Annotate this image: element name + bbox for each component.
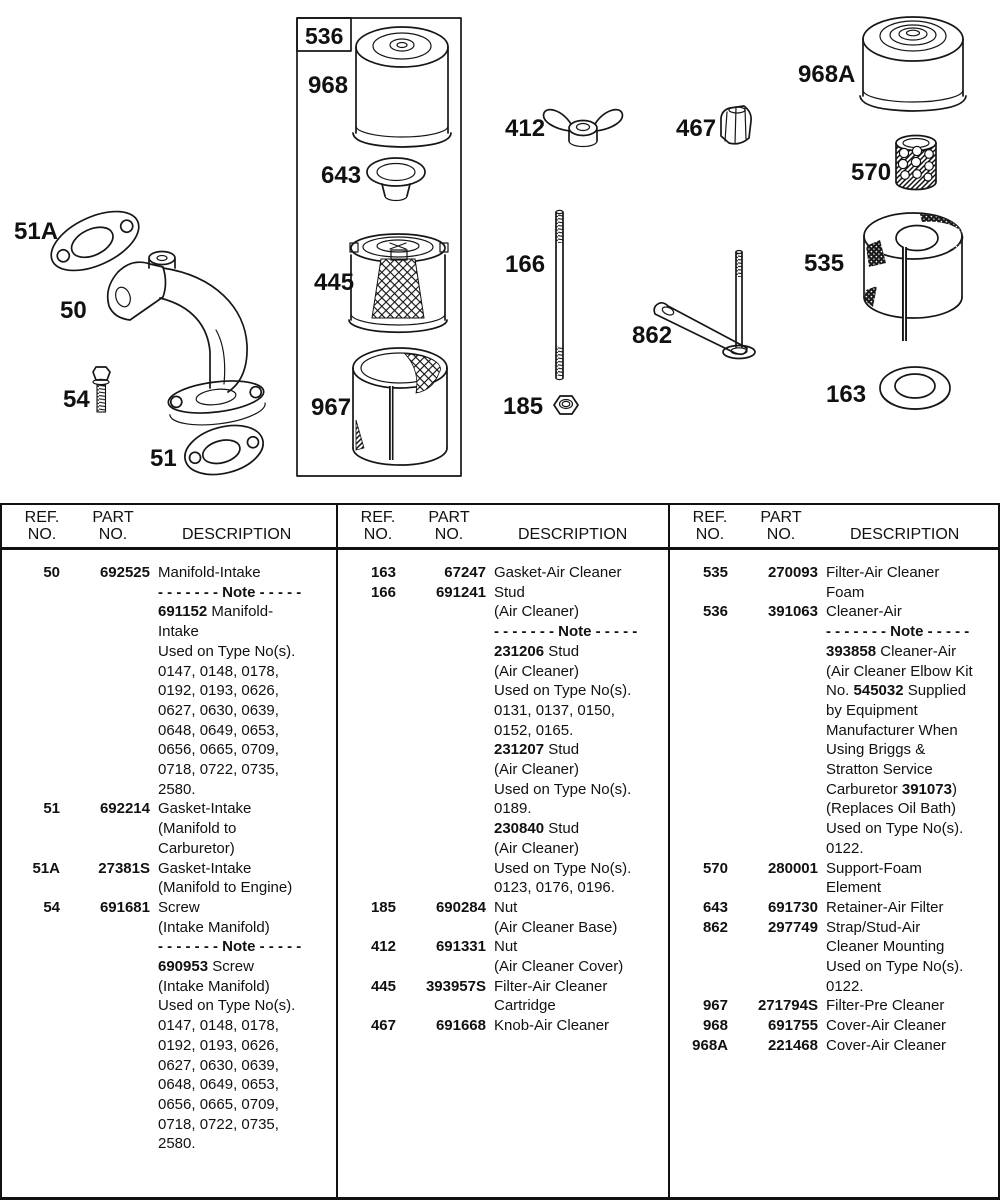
label-185: 185	[503, 393, 544, 420]
description-line: - - - - - - - Note - - - - -	[826, 623, 970, 641]
description-line: 393858 Cleaner-Air	[826, 642, 957, 660]
description	[826, 898, 996, 918]
parts-row-535	[670, 563, 996, 602]
description-line: 0189.	[494, 800, 532, 818]
description-line: (Air Cleaner Elbow Kit	[826, 662, 973, 680]
part-no: 690284	[435, 898, 486, 916]
description	[158, 859, 334, 898]
description-line: (Air Cleaner Base)	[494, 918, 618, 936]
description-line: Screw	[158, 898, 200, 916]
part-no: 692214	[99, 800, 150, 818]
description-line: Nut	[494, 898, 518, 916]
description-line: 0147, 0148, 0178,	[158, 662, 279, 680]
description	[494, 977, 666, 1016]
label-445: 445	[314, 269, 355, 296]
ref-no: 445	[370, 977, 396, 995]
table-rows	[670, 550, 998, 1056]
foam-filter-535-illustration	[864, 213, 963, 341]
description-line: Cleaner Mounting	[826, 938, 945, 956]
description-line: Cartridge	[494, 997, 556, 1015]
parts-table-column-2	[336, 505, 668, 1197]
description-line: 691152 Manifold-	[158, 603, 274, 621]
description-line: Foam	[826, 583, 865, 601]
description-line: Support-Foam	[826, 859, 922, 877]
ref-no: 50	[43, 564, 60, 581]
description-line: 0656, 0665, 0709,	[158, 741, 279, 759]
wing-nut-412-illustration	[544, 110, 623, 147]
description-line: Used on Type No(s).	[494, 780, 632, 798]
description-line: (Intake Manifold)	[158, 977, 270, 995]
description-line: Gasket-Intake	[158, 859, 252, 877]
description	[158, 898, 334, 1154]
exploded-parts-diagram	[0, 0, 1000, 503]
part-no-header: PART NO.	[92, 509, 134, 543]
part-no: 391063	[767, 603, 818, 621]
description-line: 690953 Screw	[158, 958, 254, 976]
ref-no: 535	[702, 564, 728, 581]
label-535: 535	[804, 250, 845, 277]
filter-cartridge-445-illustration	[349, 234, 448, 332]
parts-table	[0, 503, 1000, 1200]
description-line: Used on Type No(s).	[158, 997, 296, 1015]
table-header	[338, 505, 668, 550]
description-line: 0147, 0148, 0178,	[158, 1017, 279, 1035]
gasket-51a-illustration	[42, 199, 147, 282]
description	[826, 859, 996, 898]
ref-no: 467	[370, 1017, 396, 1035]
description-line: 0122.	[826, 977, 864, 995]
part-no: 691681	[99, 898, 150, 916]
parts-row-51	[2, 799, 334, 858]
description-line: 0656, 0665, 0709,	[158, 1095, 279, 1113]
description-line: 0152, 0165.	[494, 721, 574, 739]
ref-no: 967	[702, 997, 728, 1015]
description-line: 2580.	[158, 1135, 196, 1153]
parts-table-column-3	[668, 505, 998, 1197]
description-line: - - - - - - - Note - - - - -	[494, 623, 638, 641]
part-no: 297749	[767, 918, 818, 936]
ref-no: 54	[43, 898, 60, 916]
description-line: - - - - - - - Note - - - - -	[158, 938, 302, 956]
part-no: 691755	[767, 1017, 818, 1035]
description-line: 230840 Stud	[494, 820, 580, 838]
description-line: (Intake Manifold)	[158, 918, 270, 936]
diagram-canvas	[0, 0, 1000, 503]
label-643: 643	[321, 162, 362, 189]
description-line: 0718, 0722, 0735,	[158, 1115, 279, 1133]
part-no-header: PART NO.	[760, 509, 802, 543]
description-line: Cover-Air Cleaner	[826, 1017, 947, 1035]
part-no: 67247	[444, 564, 486, 581]
description-line: (Air Cleaner Cover)	[494, 958, 624, 976]
parts-row-967	[670, 996, 996, 1016]
description-line: 231207 Stud	[494, 741, 580, 759]
parts-row-50	[2, 563, 334, 799]
description-line: 0131, 0137, 0150,	[494, 701, 615, 719]
ref-no: 862	[702, 918, 728, 936]
description-line: (Replaces Oil Bath)	[826, 800, 957, 818]
parts-row-968A	[670, 1036, 996, 1056]
retainer-air-filter-643-illustration	[367, 158, 425, 201]
description-line: Carburetor 391073)	[826, 780, 957, 798]
table-header	[2, 505, 336, 550]
description-line: Gasket-Intake	[158, 800, 252, 818]
label-570: 570	[851, 159, 892, 186]
ref-no: 536	[702, 603, 728, 621]
ref-no: 643	[702, 898, 728, 916]
description-line: Gasket-Air Cleaner	[494, 564, 622, 581]
label-166: 166	[505, 251, 546, 278]
intake-manifold-50-illustration	[108, 252, 267, 430]
description-line: (Air Cleaner)	[494, 839, 580, 857]
parts-table-column-1	[2, 505, 336, 1197]
description-line: 0192, 0193, 0626,	[158, 682, 279, 700]
ref-no: 968	[702, 1017, 728, 1035]
parts-row-445	[338, 977, 666, 1016]
description-line: 0122.	[826, 839, 864, 857]
parts-row-643	[670, 898, 996, 918]
description-line: 0718, 0722, 0735,	[158, 761, 279, 779]
description	[158, 799, 334, 858]
description-line: (Manifold to Engine)	[158, 879, 293, 897]
description-line: Nut	[494, 938, 518, 956]
support-foam-element-570-illustration	[896, 136, 936, 190]
part-no: 271794S	[757, 997, 818, 1015]
label-968a: 968A	[798, 61, 856, 88]
part-no: 221468	[767, 1036, 818, 1054]
ref-no: 968A	[692, 1036, 728, 1054]
parts-row-412	[338, 937, 666, 976]
part-no-header: PART NO.	[428, 509, 470, 543]
description	[826, 1036, 996, 1056]
description-line: Using Briggs &	[826, 741, 926, 759]
description-header: DESCRIPTION	[182, 526, 292, 543]
description-line: 0123, 0176, 0196.	[494, 879, 615, 897]
description-line: (Air Cleaner)	[494, 761, 580, 779]
description-line: (Manifold to	[158, 820, 237, 838]
screw-54-illustration	[93, 367, 110, 412]
label-50: 50	[60, 297, 87, 324]
description	[494, 583, 666, 898]
description-line: 0648, 0649, 0653,	[158, 721, 279, 739]
part-no: 280001	[767, 859, 818, 877]
ref-no: 570	[702, 859, 728, 877]
ref-no: 163	[370, 564, 396, 581]
description	[826, 996, 996, 1016]
description-line: 0192, 0193, 0626,	[158, 1036, 279, 1054]
nut-185-illustration	[554, 396, 578, 414]
description-line: 2580.	[158, 780, 196, 798]
description-line: 231206 Stud	[494, 642, 580, 660]
description-line: (Air Cleaner)	[494, 603, 580, 621]
ref-no-header: REF. NO.	[360, 509, 396, 543]
parts-row-163	[338, 563, 666, 583]
description-header: DESCRIPTION	[518, 526, 628, 543]
part-no: 691241	[435, 583, 486, 601]
label-412: 412	[505, 115, 546, 142]
description	[158, 563, 334, 799]
ref-no: 185	[370, 898, 396, 916]
label-163: 163	[826, 381, 867, 408]
description	[826, 918, 996, 997]
ref-no: 51A	[32, 859, 60, 877]
label-51: 51	[150, 445, 177, 472]
description	[494, 1016, 666, 1036]
description-line: Cover-Air Cleaner	[826, 1036, 947, 1054]
description-line: - - - - - - - Note - - - - -	[158, 583, 302, 601]
description	[494, 898, 666, 937]
description-header: DESCRIPTION	[850, 526, 960, 543]
gasket-163-illustration	[880, 367, 950, 409]
description-line: Filter-Air Cleaner	[826, 564, 940, 581]
table-rows	[2, 550, 336, 1154]
parts-row-166	[338, 583, 666, 898]
description-line: Filter-Pre Cleaner	[826, 997, 945, 1015]
label-967: 967	[311, 394, 352, 421]
description-line: Manifold-Intake	[158, 564, 261, 581]
description-line: Element	[826, 879, 882, 897]
description-line: 0627, 0630, 0639,	[158, 701, 279, 719]
part-no: 691668	[435, 1017, 486, 1035]
description-line: Manufacturer When	[826, 721, 958, 739]
description-line: by Equipment	[826, 701, 918, 719]
label-467: 467	[676, 115, 717, 142]
description	[494, 563, 666, 583]
description-line: Retainer-Air Filter	[826, 898, 944, 916]
part-no: 692525	[99, 564, 150, 581]
description-line: (Air Cleaner)	[494, 662, 580, 680]
description-line: Used on Type No(s).	[158, 642, 296, 660]
label-54: 54	[63, 386, 90, 413]
parts-row-467	[338, 1016, 666, 1036]
description-line: Used on Type No(s).	[826, 958, 964, 976]
ref-no: 166	[370, 583, 396, 601]
gasket-51-illustration	[179, 417, 268, 482]
parts-row-536	[670, 602, 996, 858]
description-line: Knob-Air Cleaner	[494, 1017, 610, 1035]
description	[826, 563, 996, 602]
part-no: 691730	[767, 898, 818, 916]
knob-467-illustration	[721, 106, 751, 144]
part-no: 691331	[435, 938, 486, 956]
ref-no-header: REF. NO.	[24, 509, 60, 543]
description-line: Stratton Service	[826, 761, 933, 779]
air-cleaner-cover-968a-illustration	[860, 17, 966, 111]
ref-no: 51	[43, 800, 60, 818]
parts-row-968	[670, 1016, 996, 1036]
label-536: 536	[305, 23, 344, 49]
description	[826, 602, 996, 858]
label-51a: 51A	[14, 218, 59, 245]
ref-no: 412	[370, 938, 396, 956]
description-line: Stud	[494, 583, 525, 601]
description	[826, 1016, 996, 1036]
label-862: 862	[632, 322, 673, 349]
part-no: 393957S	[425, 977, 486, 995]
description-line: Strap/Stud-Air	[826, 918, 921, 936]
description-line: Carburetor)	[158, 839, 235, 857]
air-cleaner-cover-968-illustration	[353, 27, 451, 147]
parts-row-54	[2, 898, 334, 1154]
part-no: 27381S	[98, 859, 150, 877]
table-header	[670, 505, 998, 550]
description-line: Cleaner-Air	[826, 603, 902, 621]
description-line: Filter-Air Cleaner	[494, 977, 608, 995]
description-line: Used on Type No(s).	[826, 820, 964, 838]
label-968: 968	[308, 72, 349, 99]
parts-row-51A	[2, 859, 334, 898]
description-line: Intake	[158, 623, 199, 641]
parts-row-862	[670, 918, 996, 997]
parts-row-185	[338, 898, 666, 937]
pre-cleaner-967-illustration	[353, 348, 447, 465]
ref-no-header: REF. NO.	[692, 509, 728, 543]
part-no: 270093	[767, 564, 818, 581]
description-line: Used on Type No(s).	[494, 682, 632, 700]
description-line: 0627, 0630, 0639,	[158, 1056, 279, 1074]
table-rows	[338, 550, 668, 1036]
description	[494, 937, 666, 976]
parts-row-570	[670, 859, 996, 898]
stud-166-illustration	[556, 210, 564, 379]
description-line: No. 545032 Supplied	[826, 682, 967, 700]
description-line: 0648, 0649, 0653,	[158, 1076, 279, 1094]
description-line: Used on Type No(s).	[494, 859, 632, 877]
